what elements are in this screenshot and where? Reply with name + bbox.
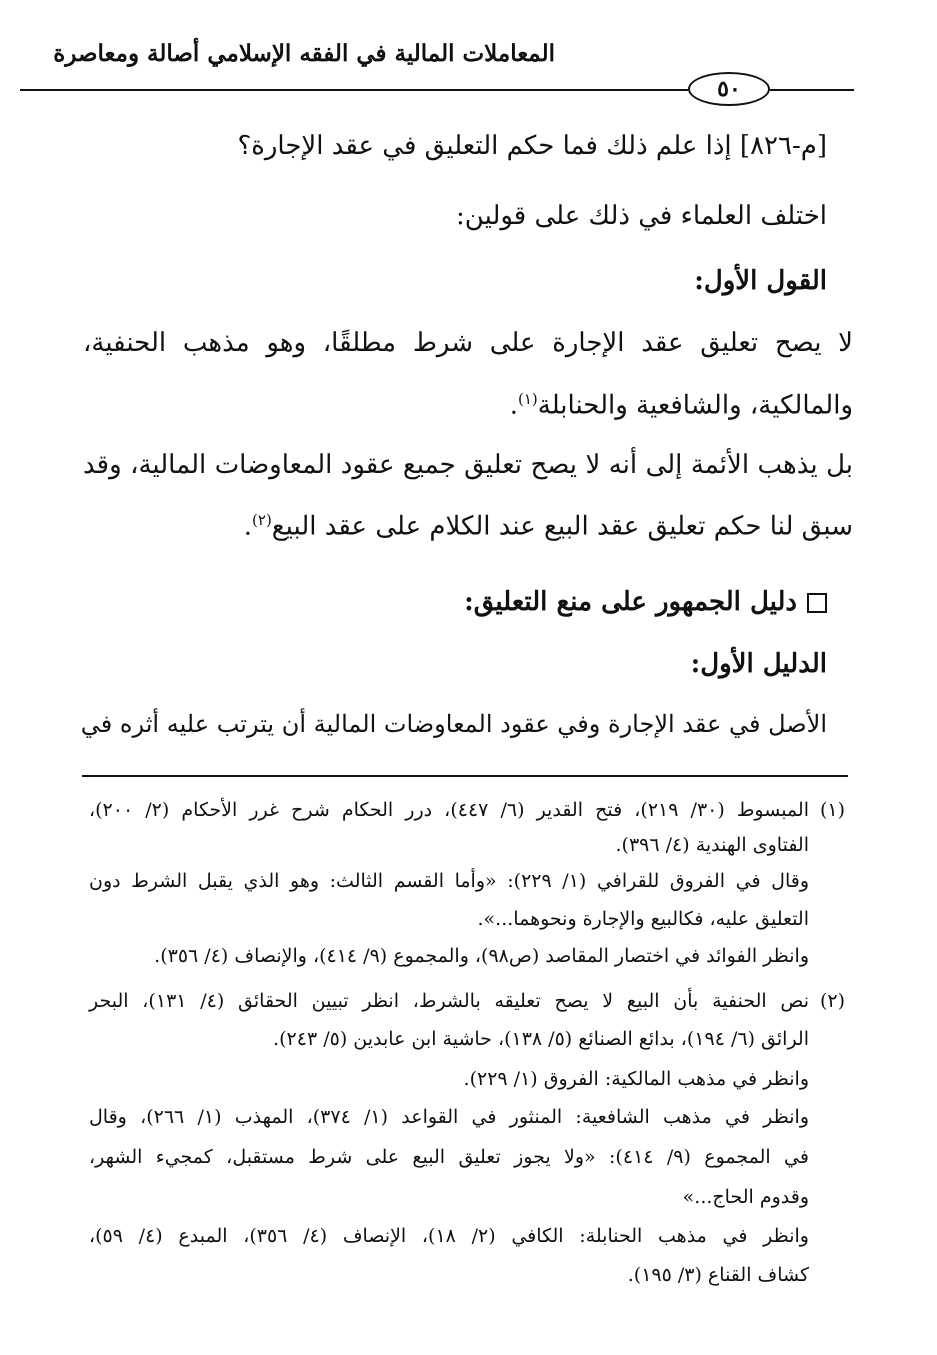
footnote-1-line-1: المبسوط (٣٠/ ٢١٩)، فتح القدير (٦/ ٤٤٧)، درر الحكام شرح غرر الأحكام (٢/ ٢٠٠)، [89, 799, 809, 821]
footnote-2-line-8: كشاف القناع (٣/ ١٩٥). [627, 1264, 809, 1286]
footnote-2-line-4: وانظر في مذهب الشافعية: المنثور في القواعد (١/ ٣٧٤)، المهذب (١/ ٢٦٦)، وقال [89, 1106, 809, 1128]
paragraph-1-line-1: لا يصح تعليق عقد الإجارة على شرط مطلقًا، وهو مذهب الحنفية، [83, 328, 853, 358]
footnote-1-line-4: التعليق عليه، فكالبيع والإجارة ونحوهما...». [477, 908, 809, 930]
header-rule-right [770, 89, 854, 91]
footnote-separator [82, 775, 848, 777]
paragraph-2-line-2-end: . [243, 511, 253, 542]
footnote-2-line-1: نص الحنفية بأن البيع لا يصح تعليقه بالشرط، انظر تبيين الحقائق (٤/ ١٣١)، البحر [89, 990, 809, 1012]
footnote-2-number: (٢) [819, 990, 845, 1012]
footnote-2-line-6: وقدوم الحاج...» [682, 1186, 809, 1208]
page-number: ٥٠ [688, 72, 770, 106]
paragraph-1-line-2 [83, 390, 853, 421]
paragraph-2-line-2 [83, 511, 853, 542]
heading-first-opinion: القول الأول: [694, 266, 827, 296]
section-heading-text: دليل الجمهور على منع التعليق: [464, 587, 797, 617]
footnote-1-line-2: الفتاوى الهندية (٤/ ٣٩٦). [615, 834, 809, 856]
footnote-2-line-2: الرائق (٦/ ١٩٤)، بدائع الصنائع (٥/ ١٣٨)، حاشية ابن عابدين (٥/ ٢٤٣). [273, 1028, 809, 1050]
paragraph-2-line-2-text: سبق لنا حكم تعليق عقد البيع عند الكلام على عقد البيع [271, 511, 853, 542]
footnote-2-line-7: وانظر في مذهب الحنابلة: الكافي (٢/ ١٨)، الإنصاف (٤/ ٣٥٦)، المبدع (٤/ ٥٩)، [89, 1225, 809, 1247]
section-heading [67, 587, 827, 617]
paragraph-1-line-2-text: والمالكية، والشافعية والحنابلة [537, 390, 853, 421]
footnote-1-number: (١) [819, 799, 845, 821]
footnote-2-line-5: في المجموع (٩/ ٤١٤): «ولا يجوز تعليق البيع على شرط مستقبل، كمجيء الشهر، [89, 1146, 809, 1168]
footnote-ref-1: (١) [517, 390, 538, 408]
heading-first-evidence: الدليل الأول: [690, 649, 827, 679]
footnote-2-line-3: وانظر في مذهب المالكية: الفروق (١/ ٢٢٩). [463, 1068, 809, 1090]
footnote-1-line-5: وانظر الفوائد في اختصار المقاصد (ص٩٨)، والمجموع (٩/ ٤١٤)، والإنصاف (٤/ ٣٥٦). [154, 945, 809, 967]
body-last-line: الأصل في عقد الإجارة وفي عقود المعاوضات المالية أن يترتب عليه أثره في [80, 710, 827, 738]
header-rule-left [20, 89, 688, 91]
paragraph-2-line-1: بل يذهب الأئمة إلى أنه لا يصح تعليق جميع عقود المعاوضات المالية، وقد [83, 450, 853, 480]
body-line-1: [م-٨٢٦] إذا علم ذلك فما حكم التعليق في عقد الإجارة؟ [237, 131, 827, 161]
footnote-1-line-3: وقال في الفروق للقرافي (١/ ٢٢٩): «وأما القسم الثالث: وهو الذي يقبل الشرط دون [89, 870, 809, 892]
footnote-ref-2: (٢) [252, 511, 272, 529]
body-line-2: اختلف العلماء في ذلك على قولين: [456, 201, 827, 231]
paragraph-1-line-2-end: . [509, 390, 518, 421]
running-title: المعاملات المالية في الفقه الإسلامي أصالة ومعاصرة [53, 40, 555, 67]
square-bullet-icon [807, 593, 827, 613]
